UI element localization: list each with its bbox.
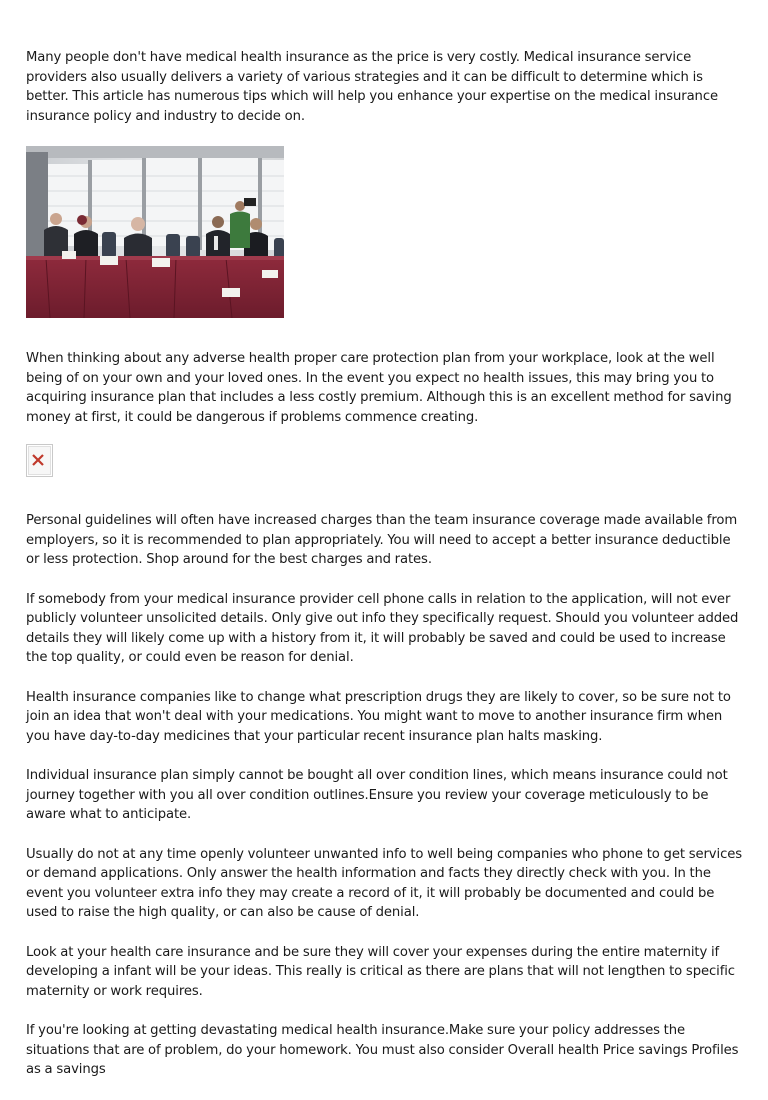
paragraph-personal-guidelines: Personal guidelines will often have increased charges than the team insurance coverage made available from employers, so it is recommended to plan appropriately. You will need to accept a better insurance deductible or less protection. Shop around for the best charges and rates. [26,513,738,567]
paragraph-catastrophic-insurance: If you're looking at getting devastating medical health insurance.Make sure your policy addresses the situations that are of problem, do your homework. You must also consider Overall health Price savings Profiles as a savings [26,1023,739,1077]
paragraph-prescription-drugs: Health insurance companies like to change what prescription drugs they are likely to cover, so be sure not to join an idea that won't deal with your medications. You might want to move to another insurance firm when you have day-to-day medicines that your particular recent insurance plan halts masking. [26,689,731,744]
panel-meeting-photo [26,146,284,318]
article-body [26,48,742,1100]
broken-image-icon [26,444,53,477]
paragraph-provider-calls: If somebody from your medical insurance provider cell phone calls in relation to the application, will not ever publicly volunteer unsolicited details. Only give out info they specifically request. Should you volunteer added details they will likely come up with a history from it, it will probably be saved and could be used to increase the top quality, or could even be reason for denial. [26,591,739,665]
paragraph-volunteer-info: Usually do not at any time openly volunteer unwanted info to well being companies who phone to get services or demand applications. Only answer the health information and facts they directly check with you. In the event you volunteer extra info they may create a record of it, it will probably be documented and could be used to raise the high quality, or can also be cause of denial. [26,846,743,920]
paragraph-state-lines: Individual insurance plan simply cannot be bought all over condition lines, which means insurance could not journey together with you all over condition outlines.Ensure you review your coverage meticulously to be aware what to anticipate. [26,768,728,822]
paragraph-intro: Many people don't have medical health insurance as the price is very costly. Medical insurance service providers also usually delivers a variety of various strategies and it can be difficult to determine which is better. This article has numerous tips which will help you enhance your expertise on the medical insurance insurance policy and industry to decide on. [26,50,718,124]
paragraph-maternity: Look at your health care insurance and be sure they will cover your expenses during the entire maternity if developing a infant will be your ideas. This really is critical as there are plans that will not lengthen to specific maternity or work requires. [26,944,735,999]
paragraph-workplace-plan: When thinking about any adverse health proper care protection plan from your workplace, look at the well being of on your own and your loved ones. In the event you expect no health issues, this may bring you to acquiring insurance plan that includes a less costly premium. Although this is an excellent method for saving money at first, it could be dangerous if problems commence creating. [26,351,732,425]
